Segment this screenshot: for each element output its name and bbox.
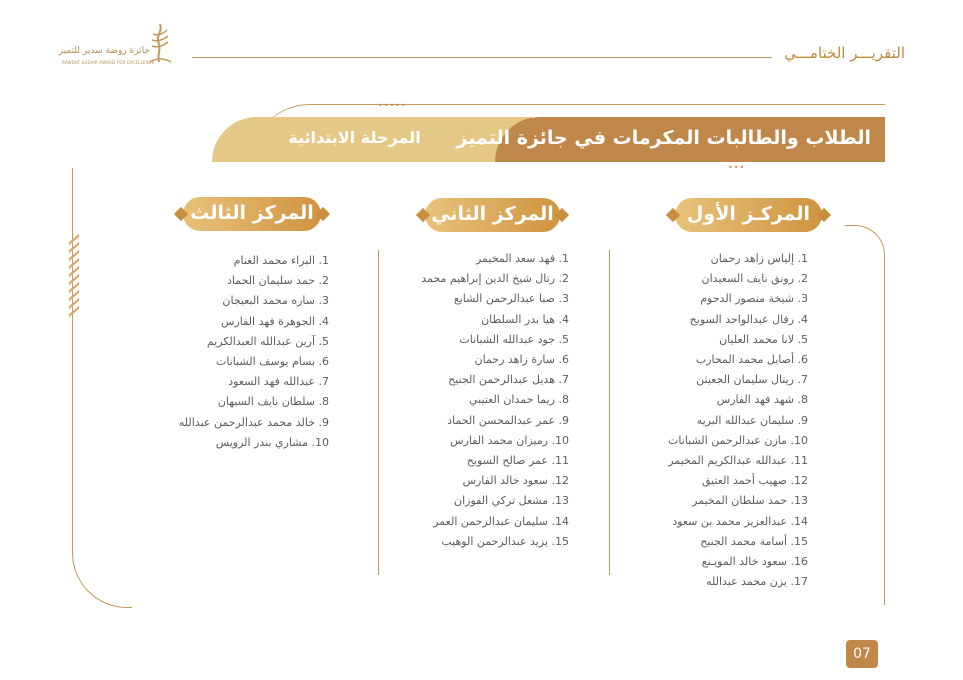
list-item: 7. عبدالله فهد السعود [228, 375, 329, 389]
list-item: 10. مشاري بندر الرويس [215, 435, 329, 449]
header-divider [192, 57, 772, 58]
list-item: 11. عمر صالح السويح [466, 454, 569, 468]
list-item: 5. لانا محمد العليان [719, 332, 808, 346]
list-item: 8. شهد فهد الفارس [716, 393, 808, 407]
frame-border-right [845, 225, 885, 605]
second-place-list [369, 249, 569, 552]
list-item: 13. حمد سلطان المخيمر [692, 494, 808, 508]
list-item: 14. سليمان عبدالرحمن العمر [433, 514, 569, 528]
list-item: 17. يزن محمد عبدالله [706, 575, 808, 589]
list-item: 3. ساره محمد البعيجان [222, 294, 329, 308]
third-place-heading: المركز الثالث [183, 197, 321, 231]
section-title: الطلاب والطالبات المكرمات في جائزة التميز [456, 127, 871, 149]
list-item: 4. هيا بدر السلطان [481, 312, 569, 326]
list-item: 1. إلياس زاهد رحمان [710, 252, 808, 265]
list-item: 4. الجوهرة فهد الفارس [221, 314, 329, 328]
list-item: 14. عبدالعزيز محمد بن سعود [672, 514, 808, 528]
list-item: 13. مشعل تركي الفوزان [454, 494, 569, 508]
frame-border-left [72, 168, 132, 608]
list-item: 15. أسامة محمد الجنيح [700, 534, 808, 548]
list-item: 8. ريما حمدان العتيبي [469, 393, 569, 407]
dots-decoration: ••• [728, 163, 746, 172]
list-item: 2. حمد سليمان الحماد [226, 274, 329, 288]
third-place-list [129, 251, 329, 453]
list-item: 4. رفال عبدالواحد السويح [689, 312, 808, 326]
list-item: 3. صبا عبدالرحمن الشايع [453, 292, 569, 306]
first-place-heading: المركـز الأول [675, 198, 822, 232]
list-item: 7. هديل عبدالرحمن الجنيح [448, 373, 569, 387]
list-item: 12. سعود خالد الفارس [462, 474, 569, 488]
list-item: 8. سلطان نايف السبهان [217, 395, 329, 409]
list-item: 2. رتال شيخ الدين إبراهيم محمد [421, 272, 569, 286]
logo-subtext: RAWDAT SUDAIR AWARD FOR EXCELLENCE [62, 60, 155, 65]
list-item: 1. البراء محمد الغنام [233, 254, 329, 267]
list-item: 12. صهيب أحمد العتيق [701, 474, 808, 488]
list-item: 2. رونق نايف السعيدان [701, 272, 808, 286]
report-title-text: التقريـــر الختامـــي [784, 44, 905, 62]
second-place-heading: المركز الثاني [425, 198, 560, 232]
report-title [784, 44, 905, 62]
list-item: 7. ريتال سليمان الجعيثن [696, 373, 808, 387]
stripes-decoration [66, 238, 82, 318]
page-number: 07 [846, 640, 878, 668]
list-item: 5. جود عبدالله الشبانات [459, 332, 569, 346]
list-item: 1. فهد سعد المخيمر [475, 252, 569, 265]
logo-text: جائزة روضة سدير للتميز [58, 46, 150, 56]
first-place-list [578, 249, 808, 592]
dots-decoration: ••••• [378, 101, 407, 110]
list-item: 11. عبدالله عبدالكريم المخيمر [668, 454, 808, 468]
list-item: 6. أصايل محمد المحارب [695, 353, 808, 367]
list-item: 10. رميزان محمد الفارس [450, 433, 569, 447]
list-item: 3. شيخة منصور الدحوم [700, 292, 808, 306]
list-item: 6. سارة زاهد رحمان [474, 353, 569, 367]
list-item: 9. خالد محمد عبدالرحمن عبدالله [178, 415, 329, 429]
list-item: 10. مازن عبدالرحمن الشبانات [668, 433, 808, 447]
list-item: 16. سعود خالد المويـنع [701, 555, 808, 569]
list-item: 9. عمر عبدالمحسن الحماد [447, 413, 569, 427]
list-item: 6. بسام يوسف الشبانات [215, 355, 329, 369]
stage-label: المرحلة الابتدائية [288, 128, 421, 147]
award-logo [58, 22, 174, 74]
list-item: 9. سليمان عبدالله البريه [696, 413, 808, 427]
list-item: 15. يزيد عبدالرحمن الوهيب [441, 534, 569, 548]
list-item: 5. آرين عبدالله العبدالكريم [206, 334, 329, 348]
